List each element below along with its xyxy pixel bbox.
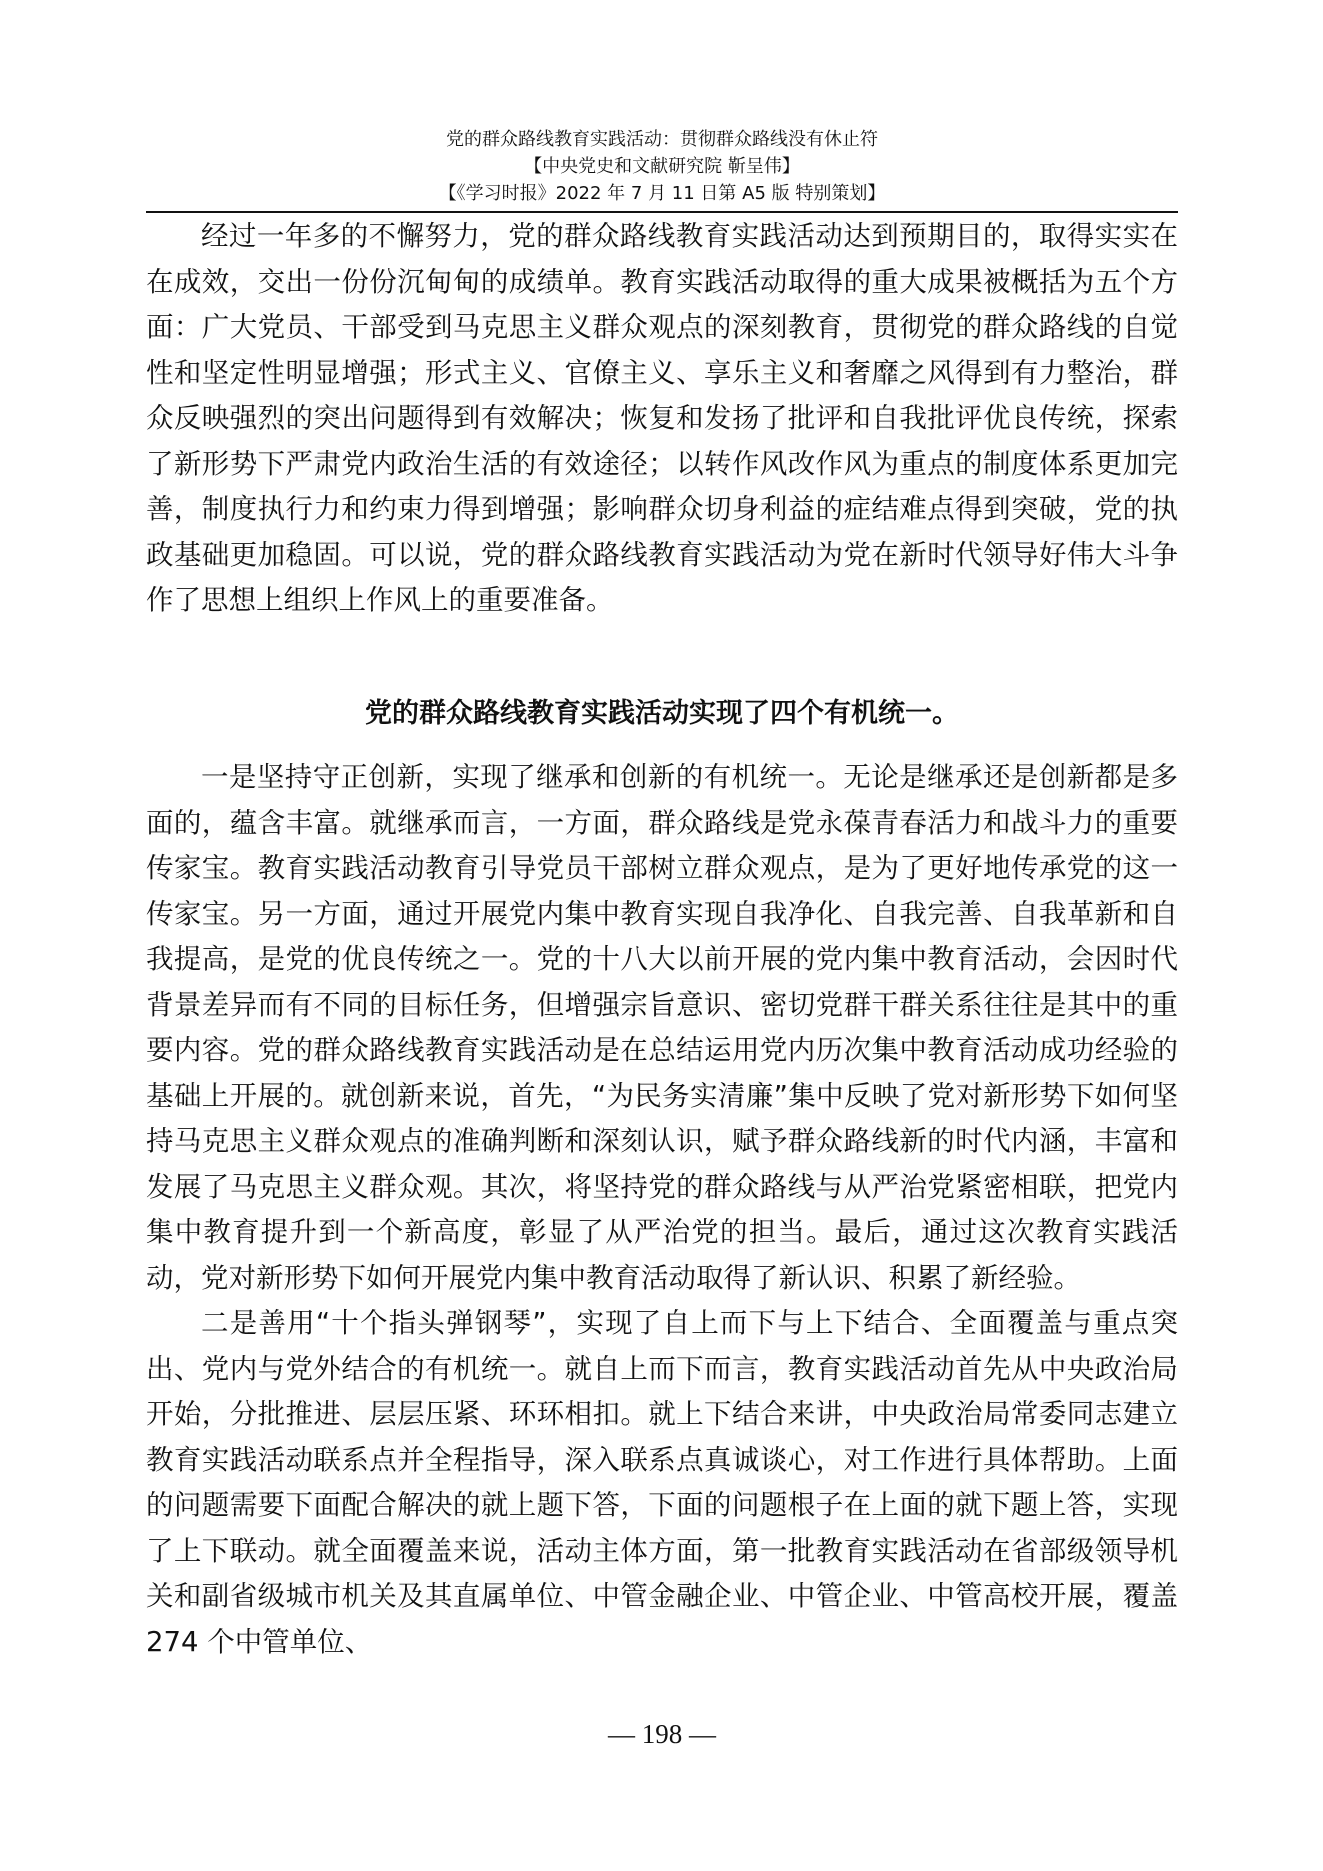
body-text-lower (146, 755, 1178, 1665)
header-author: 【中央党史和文献研究院 靳呈伟】 (524, 156, 800, 177)
paragraph-intro: 经过一年多的不懈努力，党的群众路线教育实践活动达到预期目的，取得实实在在成效，交出一份份沉甸甸的成绩单。教育实践活动取得的重大成果被概括为五个方面：广大党员、干部受到马克思主义群众观点的深刻教育，贯彻党的群众路线的自觉性和坚定性明显增强；形式主义、官僚主义、享乐主义和奢靡之风得到有力整治，群众反映强烈的突出问题得到有效解决；恢复和发扬了批评和自我批评优良传统，探索了新形势下严肃党内政治生活的有效途径；以转作风改作风为重点的制度体系更加完善，制度执行力和约束力得到增强；影响群众切身利益的症结难点得到突破，党的执政基础更加稳固。可以说，党的群众路线教育实践活动为党在新时代领导好伟大斗争作了思想上组织上作风上的重要准备。 (146, 220, 1178, 616)
paragraph-point-two: 二是善用“十个指头弹钢琴”，实现了自上而下与上下结合、全面覆盖与重点突出、党内与党外结合的有机统一。就自上而下而言，教育实践活动首先从中央政治局开始，分批推进、层层压紧、环环相扣。就上下结合来讲，中央政治局常委同志建立教育实践活动联系点并全程指导，深入联系点真诚谈心，对工作进行具体帮助。上面的问题需要下面配合解决的就上题下答，下面的问题根子在上面的就下题上答，实现了上下联动。就全面覆盖来说，活动主体方面，第一批教育实践活动在省部级领导机关和副省级城市机关及其直属单位、中管金融企业、中管企业、中管高校开展，覆盖 274 个中管单位、 (146, 1307, 1178, 1658)
page-number: — 198 — (608, 1719, 716, 1749)
header-divider (146, 211, 1178, 213)
section-heading: 党的群众路线教育实践活动实现了四个有机统一。 (365, 698, 959, 729)
body-text-upper (146, 214, 1178, 624)
header-source: 【《学习时报》2022 年 7 月 11 日第 A5 版 特别策划】 (438, 183, 886, 204)
running-header (146, 126, 1178, 207)
header-title: 党的群众路线教育实践活动：贯彻群众路线没有休止符 (446, 129, 878, 150)
paragraph-point-one: 一是坚持守正创新，实现了继承和创新的有机统一。无论是继承还是创新都是多面的，蕴含丰富。就继承而言，一方面，群众路线是党永葆青春活力和战斗力的重要传家宝。教育实践活动教育引导党员干部树立群众观点，是为了更好地传承党的这一传家宝。另一方面，通过开展党内集中教育实现自我净化、自我完善、自我革新和自我提高，是党的优良传统之一。党的十八大以前开展的党内集中教育活动，会因时代背景差异而有不同的目标任务，但增强宗旨意识、密切党群干群关系往往是其中的重要内容。党的群众路线教育实践活动是在总结运用党内历次集中教育活动成功经验的基础上开展的。就创新来说，首先，“为民务实清廉”集中反映了党对新形势下如何坚持马克思主义群众观点的准确判断和深刻认识，赋予群众路线新的时代内涵，丰富和发展了马克思主义群众观。其次，将坚持党的群众路线与从严治党紧密相联，把党内集中教育提升到一个新高度，彰显了从严治党的担当。最后，通过这次教育实践活动，党对新形势下如何开展党内集中教育活动取得了新认识、积累了新经验。 (146, 761, 1178, 1294)
